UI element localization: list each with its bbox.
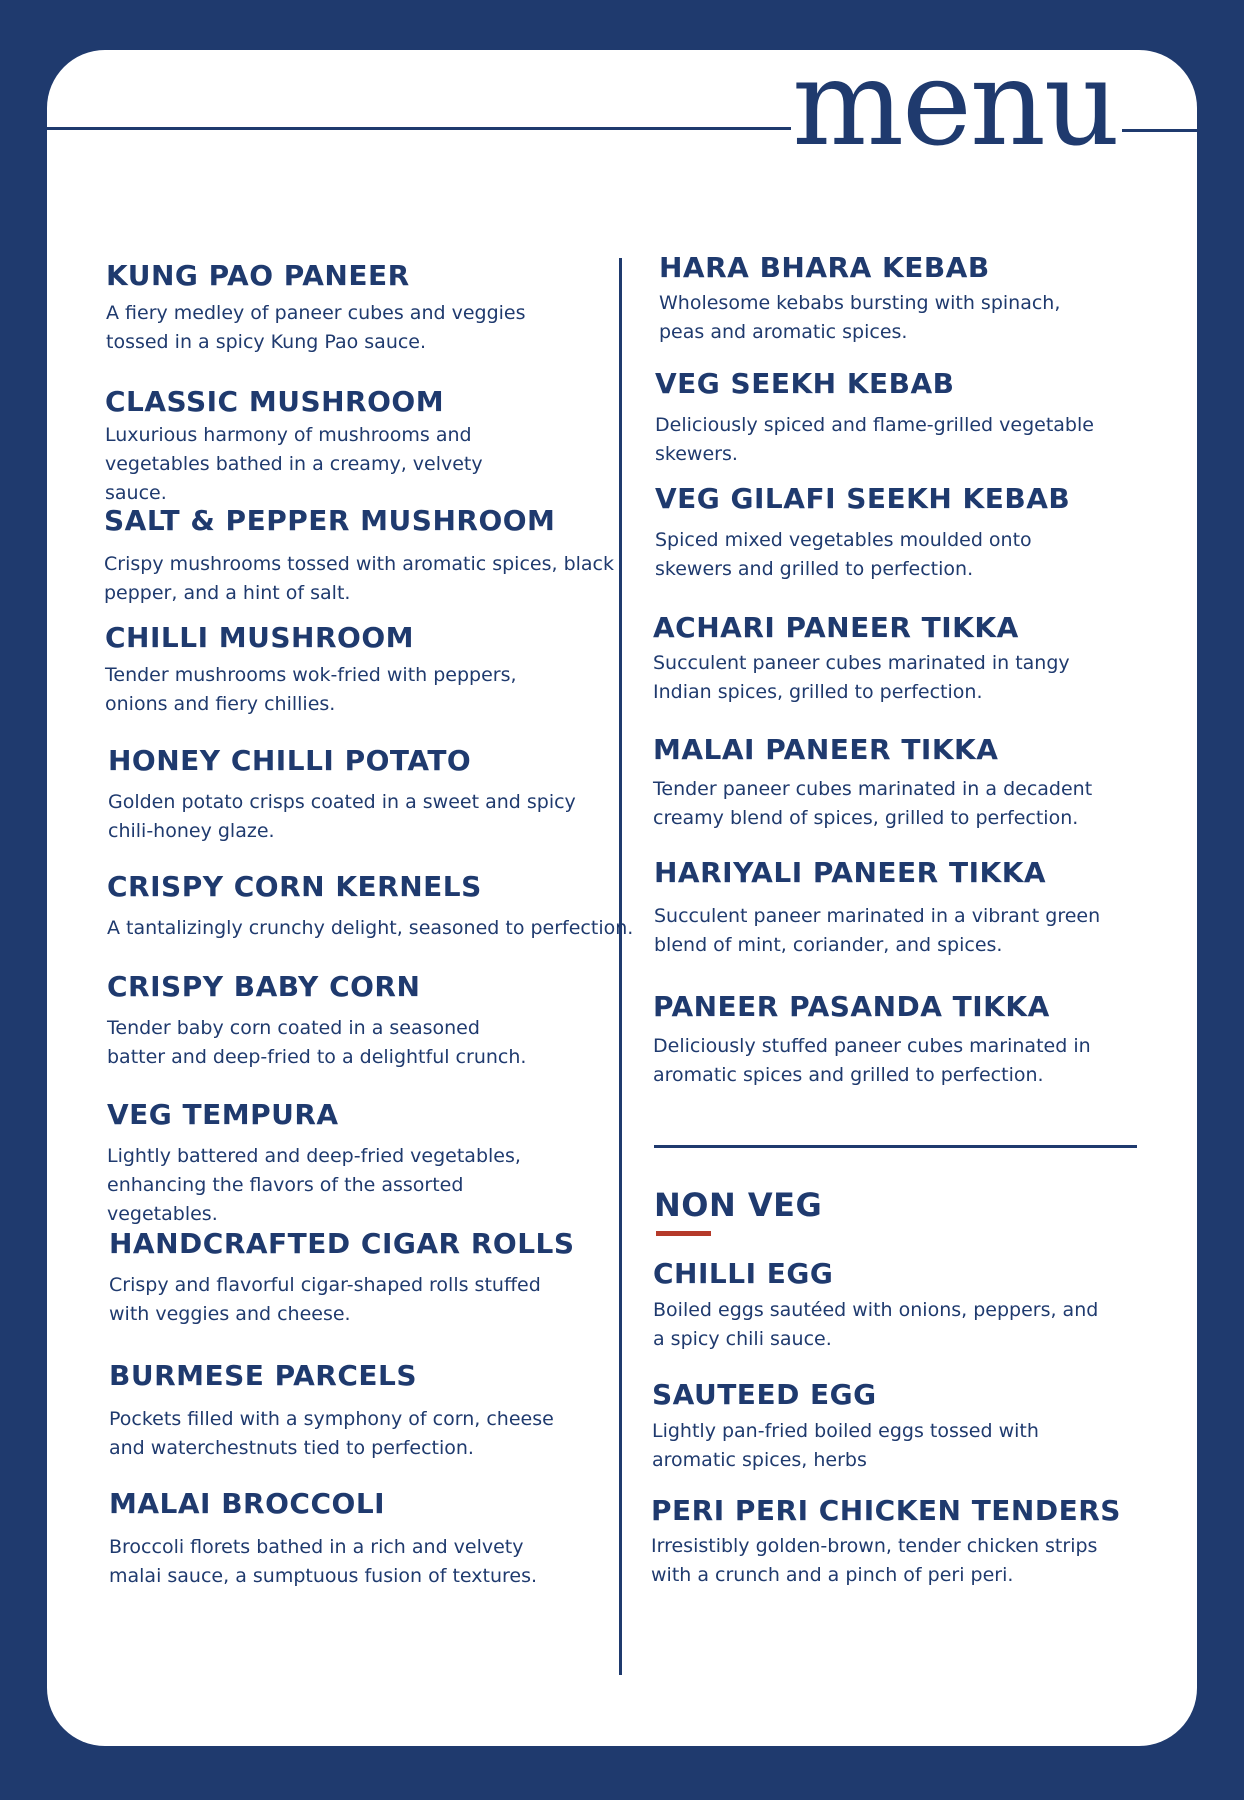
item-description: Succulent paneer marinated in a vibrant green blend of mint, coriander, and spices.	[654, 905, 1101, 956]
menu-item	[107, 970, 627, 1072]
item-description: Golden potato crisps coated in a sweet and spicy chili-honey glaze.	[108, 791, 576, 842]
item-name: HONEY CHILLI POTATO	[108, 744, 472, 777]
item-description: Succulent paneer cubes marinated in tangy Indian spices, grilled to perfection.	[653, 652, 1070, 703]
item-description: Tender mushrooms wok-fried with peppers, onions and fiery chillies.	[105, 664, 517, 715]
menu-item	[653, 1257, 1173, 1354]
item-description: Tender paneer cubes marinated in a decadent creamy blend of spices, grilled to perfection.	[653, 778, 1093, 829]
item-description: Luxurious harmony of mushrooms and vegetables bathed in a creamy, velvety sauce.	[105, 424, 483, 504]
menu-item	[109, 1359, 629, 1463]
item-name: CRISPY CORN KERNELS	[107, 870, 482, 903]
section-accent-underline	[656, 1231, 711, 1236]
menu-item	[653, 990, 1173, 1090]
item-description: Boiled eggs sautéed with onions, peppers, and a spicy chili sauce.	[653, 1299, 1099, 1350]
item-description: Pockets filled with a symphony of corn, cheese and waterchestnuts tied to perfection.	[109, 1408, 554, 1459]
item-name: HARIYALI PANEER TIKKA	[654, 856, 1047, 889]
item-name: SAUTEED EGG	[652, 1378, 877, 1411]
item-name: MALAI PANEER TIKKA	[653, 733, 999, 766]
item-name: CHILLI MUSHROOM	[105, 621, 414, 654]
item-name: CLASSIC MUSHROOM	[105, 385, 445, 418]
menu-item	[107, 870, 634, 943]
item-description: A fiery medley of paneer cubes and veggies tossed in a spicy Kung Pao sauce.	[106, 302, 526, 353]
item-description: Spiced mixed vegetables moulded onto skewers and grilled to perfection.	[655, 529, 1032, 580]
item-description: Broccoli florets bathed in a rich and velvety malai sauce, a sumptuous fusion of textures.	[109, 1536, 538, 1587]
menu-item	[654, 856, 1174, 960]
section-divider	[654, 1145, 1137, 1148]
menu-item	[106, 259, 626, 357]
section-heading-non-veg: NON VEG	[654, 1186, 823, 1224]
item-name: SALT & PEPPER MUSHROOM	[104, 504, 556, 537]
menu-item	[655, 367, 1175, 469]
item-name: PERI PERI CHICKEN TENDERS	[651, 1494, 1121, 1527]
item-name: HARA BHARA KEBAB	[659, 251, 990, 284]
item-name: PANEER PASANDA TIKKA	[653, 990, 1050, 1023]
header-rule-right	[1122, 129, 1197, 132]
item-name: BURMESE PARCELS	[109, 1359, 418, 1392]
header-rule-left	[47, 127, 791, 130]
menu-item	[653, 611, 1173, 707]
menu-item	[651, 1494, 1171, 1590]
item-name: VEG GILAFI SEEKH KEBAB	[655, 482, 1071, 515]
menu-item	[108, 744, 628, 846]
item-name: VEG TEMPURA	[107, 1098, 339, 1131]
item-name: HANDCRAFTED CIGAR ROLLS	[109, 1227, 575, 1260]
item-name: VEG SEEKH KEBAB	[655, 367, 955, 400]
menu-item	[104, 504, 624, 608]
menu-item	[659, 251, 1179, 347]
menu-item	[107, 1098, 627, 1229]
menu-title: menu	[792, 34, 1118, 172]
item-name: MALAI BROCCOLI	[109, 1487, 386, 1520]
item-description: Tender baby corn coated in a seasoned batter and deep-fried to a delightful crunch.	[107, 1017, 527, 1068]
item-name: ACHARI PANEER TIKKA	[653, 611, 1019, 644]
menu-item	[109, 1227, 629, 1329]
item-description: Deliciously spiced and flame-grilled vegetable skewers.	[655, 414, 1094, 465]
item-description: Crispy and flavorful cigar-shaped rolls stuffed with veggies and cheese.	[109, 1274, 541, 1325]
menu-item	[655, 482, 1175, 584]
item-description: Irresistibly golden-brown, tender chicken strips with a crunch and a pinch of peri peri.	[651, 1535, 1098, 1586]
item-name: CHILLI EGG	[653, 1257, 834, 1290]
menu-item	[105, 621, 625, 719]
item-description: Deliciously stuffed paneer cubes marinated in aromatic spices and grilled to perfection.	[653, 1035, 1091, 1086]
menu-item	[105, 385, 625, 508]
item-name: KUNG PAO PANEER	[106, 259, 410, 292]
item-description: Lightly battered and deep-fried vegetables, enhancing the flavors of the assorted vegetables.	[107, 1145, 521, 1225]
item-description: Wholesome kebabs bursting with spinach, peas and aromatic spices.	[659, 292, 1061, 343]
menu-item	[653, 733, 1173, 833]
item-description: Lightly pan-fried boiled eggs tossed with aromatic spices, herbs	[652, 1420, 1039, 1471]
item-description: Crispy mushrooms tossed with aromatic spices, black pepper, and a hint of salt.	[104, 553, 615, 604]
menu-item	[109, 1487, 629, 1591]
item-name: CRISPY BABY CORN	[107, 970, 421, 1003]
menu-item	[652, 1378, 1172, 1475]
item-description: A tantalizingly crunchy delight, seasoned to perfection.	[107, 917, 634, 939]
